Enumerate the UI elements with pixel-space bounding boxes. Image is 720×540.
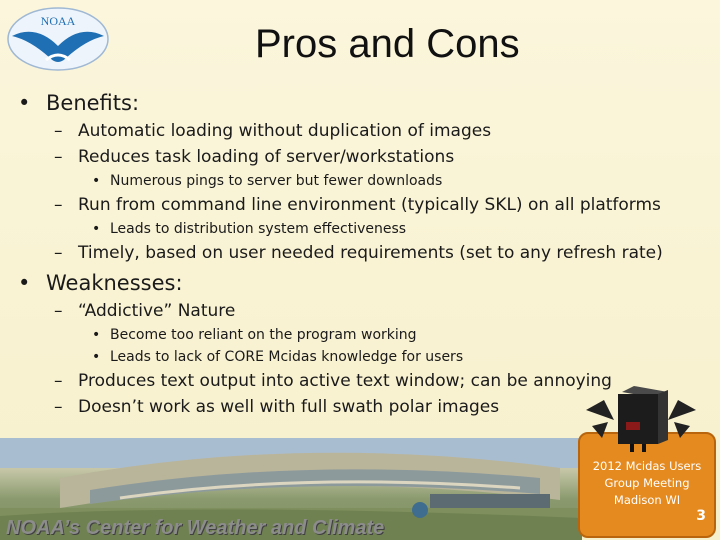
slide-title: Pros and Cons (255, 22, 520, 66)
benefit-subitem: • Leads to distribution system effectiveness (18, 218, 708, 240)
noaa-logo (6, 6, 110, 72)
badge-line: Group Meeting (604, 476, 690, 490)
slide-number: 3 (696, 508, 706, 524)
benefit-item: – Automatic loading without duplication of images (18, 118, 708, 144)
photo-caption: NOAA’s Center for Weather and Climate (6, 517, 385, 539)
weakness-item: – “Addictive” Nature (18, 298, 708, 324)
weakness-item: – Produces text output into active text window; can be annoying (18, 368, 708, 394)
badge-text (580, 458, 714, 509)
weakness-subitem: • Become too reliant on the program working (18, 324, 708, 346)
bullet-list (18, 86, 708, 420)
badge-line: Madison WI (613, 493, 681, 507)
benefit-item: – Reduces task loading of server/workstations (18, 144, 708, 170)
building-photo (0, 438, 582, 540)
badge-line: 2012 Mcidas Users (592, 459, 702, 473)
benefit-subitem: • Numerous pings to server but fewer downloads (18, 170, 708, 192)
weaknesses-heading: • Weaknesses: (18, 268, 708, 298)
weakness-subitem: • Leads to lack of CORE Mcidas knowledge for users (18, 346, 708, 368)
weakness-item: – Doesn’t work as well with full swath polar images (18, 394, 708, 420)
cube-mascot-icon (582, 386, 700, 456)
benefit-item: – Timely, based on user needed requirements (set to any refresh rate) (18, 240, 708, 266)
benefits-heading: • Benefits: (18, 88, 708, 118)
noaa-logo-text: NOAA (40, 14, 76, 28)
benefit-item: – Run from command line environment (typically SKL) on all platforms (18, 192, 708, 218)
